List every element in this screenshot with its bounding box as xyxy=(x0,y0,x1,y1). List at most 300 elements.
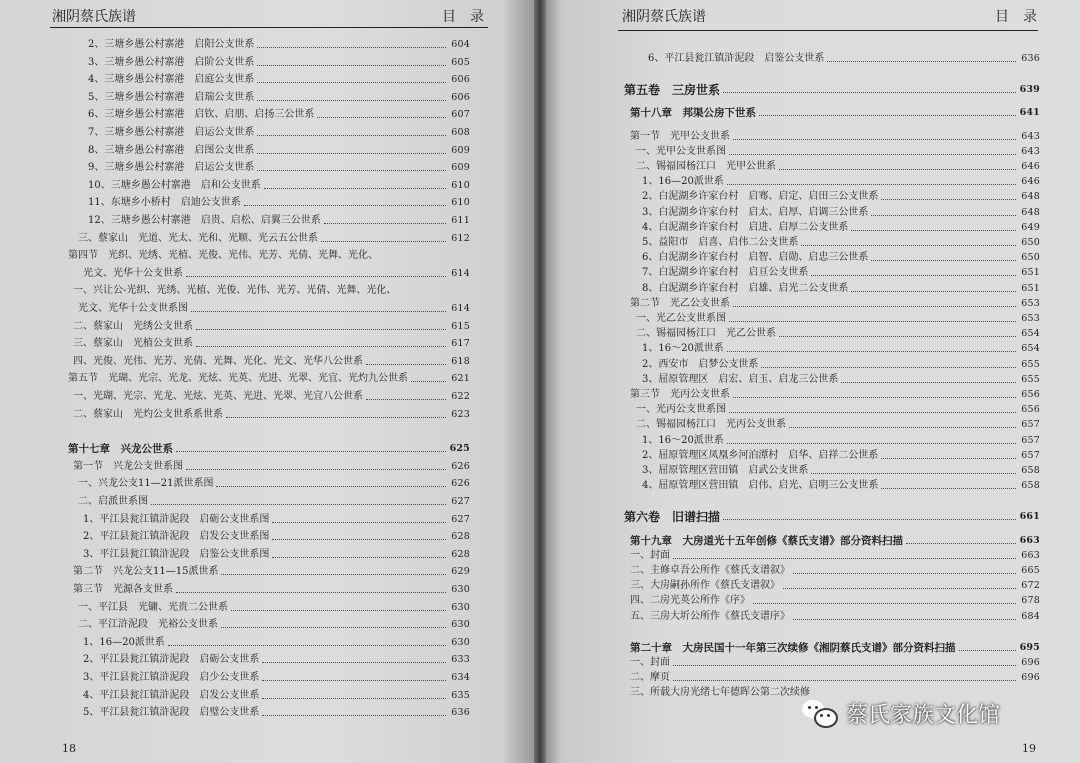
toc-entry xyxy=(68,371,470,387)
toc-entry xyxy=(83,266,470,282)
toc-entry-title: 一、光甲公支世系图 xyxy=(636,145,726,157)
toc-leader-dots xyxy=(871,260,1016,261)
toc-entry-page: 696 xyxy=(1021,657,1040,668)
toc-entry xyxy=(83,652,470,668)
toc-entry-title: 第一节 兴龙公支世系图 xyxy=(73,460,183,472)
toc-entry-page: 623 xyxy=(451,408,470,420)
toc-entry-title: 二、锡福园杨江口 光甲公世系 xyxy=(636,161,776,172)
toc-entry-page: 628 xyxy=(451,548,470,560)
toc-entry-title: 三、大房嗣孙所作《蔡氏支谱叙》 xyxy=(630,580,780,592)
toc-entry-title: 6、平江县瓮江镇浒泥段 启鉴公支世系 xyxy=(648,53,825,64)
toc-entry-page: 654 xyxy=(1021,343,1040,355)
right-header-rule xyxy=(618,30,1038,31)
toc-entry-page: 654 xyxy=(1021,328,1040,340)
toc-entry xyxy=(642,220,1040,236)
toc-entry-page: 657 xyxy=(1021,449,1040,461)
toc-entry-page: 630 xyxy=(451,636,470,648)
toc-entry xyxy=(88,160,470,176)
toc-entry-page: 607 xyxy=(451,109,470,121)
toc-entry xyxy=(642,265,1040,281)
toc-entry-page: 646 xyxy=(1021,161,1040,172)
right-page xyxy=(540,0,1080,763)
toc-entry xyxy=(642,433,1040,449)
toc-entry xyxy=(78,494,470,510)
toc-entry-page: 695 xyxy=(1019,641,1040,653)
toc-leader-dots xyxy=(761,367,1016,368)
toc-entry xyxy=(78,617,470,633)
toc-entry-page: 614 xyxy=(451,267,470,279)
toc-entry xyxy=(630,105,1040,121)
toc-leader-dots xyxy=(733,139,1016,140)
toc-entry-title: 五、三房大圻公所作《蔡氏支谱序》 xyxy=(630,610,790,622)
toc-entry xyxy=(630,578,1040,594)
toc-entry-page: 643 xyxy=(1021,130,1040,142)
toc-entry xyxy=(648,51,1040,67)
toc-leader-dots xyxy=(723,92,1016,93)
toc-entry-title: 一、平江县 光镛、光贵二公世系 xyxy=(78,601,228,613)
toc-entry-title: 一、光瑚、光宗、光龙、光炫、光英、光进、光翠、光宜八公世系 xyxy=(73,391,363,402)
toc-leader-dots xyxy=(196,346,446,347)
toc-entry-page: 661 xyxy=(1019,511,1040,523)
toc-entry xyxy=(636,311,1040,327)
toc-entry-page: 626 xyxy=(451,478,470,490)
toc-entry-title: 1、平江县瓮江镇浒泥段 启砺公支世系图 xyxy=(83,513,270,525)
left-page-number: 18 xyxy=(62,742,76,755)
toc-entry-title: 2、三塘乡愚公村寨港 启阳公支世系 xyxy=(88,39,255,50)
toc-entry xyxy=(636,402,1040,418)
toc-entry-page: 658 xyxy=(1021,480,1040,492)
toc-entry-page: 648 xyxy=(1021,191,1040,203)
toc-entry xyxy=(642,174,1040,190)
toc-entry-title: 一、兴龙公支11—21派世系图 xyxy=(78,478,214,490)
toc-entry xyxy=(88,55,470,71)
toc-entry-title: 11、东塘乡小桥村 启迪公支世系 xyxy=(88,197,241,209)
toc-entry-page: 663 xyxy=(1019,534,1040,546)
toc-entry xyxy=(73,564,470,580)
toc-entry xyxy=(630,655,1040,671)
toc-leader-dots xyxy=(168,645,446,646)
toc-entry-title: 第二十章 大房民国十一年第三次续修《湘阴蔡氏支谱》部分资料扫描 xyxy=(630,641,956,654)
toc-entry-title: 第三节 光丙公支世系 xyxy=(630,389,730,400)
toc-leader-dots xyxy=(324,223,446,224)
toc-leader-dots xyxy=(366,399,446,400)
toc-entry xyxy=(83,635,470,651)
toc-entry-page: 609 xyxy=(451,144,470,156)
toc-leader-dots xyxy=(231,610,446,611)
toc-entry xyxy=(630,640,1040,656)
toc-entry-title: 2、平江县瓮江镇浒泥段 启发公支世系图 xyxy=(83,531,270,543)
toc-leader-dots xyxy=(411,381,446,382)
toc-entry xyxy=(68,441,470,457)
toc-entry-title: 二、蔡家山 光绣公支世系 xyxy=(73,320,193,332)
toc-entry-title: 一、封面 xyxy=(630,657,670,668)
toc-entry-title: 5、三塘乡愚公村寨港 启瑞公支世系 xyxy=(88,91,255,103)
toc-entry xyxy=(630,129,1040,145)
toc-entry-page: 630 xyxy=(451,601,470,613)
toc-leader-dots xyxy=(262,715,446,716)
left-header-title: 湘阴蔡氏族谱 xyxy=(52,9,136,25)
toc-entry-page: 610 xyxy=(451,179,470,191)
toc-entry xyxy=(88,195,470,211)
toc-entry-title: 3、三塘乡愚公村寨港 启阶公支世系 xyxy=(88,56,255,68)
toc-entry-page: 663 xyxy=(1021,549,1040,561)
toc-entry xyxy=(73,582,470,598)
toc-entry-title: 第五卷 三房世系 xyxy=(624,83,721,98)
toc-leader-dots xyxy=(871,215,1016,216)
toc-entry-page: 621 xyxy=(451,373,470,385)
toc-entry-title: 5、平江县瓮江镇浒泥段 启璧公支世系 xyxy=(83,707,260,719)
toc-entry-page: 636 xyxy=(451,707,470,719)
toc-leader-dots xyxy=(272,557,446,558)
toc-entry-title: 第二节 光乙公支世系 xyxy=(630,297,730,309)
toc-entry-title: 2、平江县瓮江镇浒泥段 启砺公支世系 xyxy=(83,654,260,666)
toc-entry-page: 626 xyxy=(451,460,470,472)
toc-entry xyxy=(630,563,1040,579)
toc-entry xyxy=(78,231,470,247)
toc-entry-page: 643 xyxy=(1021,145,1040,157)
book-spine xyxy=(534,0,546,763)
toc-leader-dots xyxy=(257,47,446,48)
toc-entry-page: 636 xyxy=(1021,53,1040,64)
toc-entry xyxy=(73,319,470,335)
toc-entry-title: 12、三塘乡愚公村寨港 启贵、启松、启翼三公世系 xyxy=(88,215,321,226)
toc-entry-title: 4、屈原管理区营田镇 启伟、启光、启明三公支世系 xyxy=(642,480,879,492)
toc-leader-dots xyxy=(881,199,1016,200)
toc-entry-page: 634 xyxy=(451,672,470,683)
toc-entry xyxy=(73,407,470,423)
toc-entry xyxy=(83,688,470,704)
toc-entry xyxy=(642,448,1040,464)
toc-entry xyxy=(68,248,470,264)
toc-leader-dots xyxy=(881,458,1016,459)
toc-entry-page: 606 xyxy=(451,91,470,103)
toc-entry-title: 6、三塘乡愚公村寨港 启钦、启朋、启扬三公世系 xyxy=(88,109,315,121)
toc-entry xyxy=(78,476,470,492)
toc-entry-title: 一、光乙公支世系图 xyxy=(636,313,726,324)
toc-leader-dots xyxy=(811,275,1016,276)
toc-entry-title: 10、三塘乡愚公村寨港 启和公支世系 xyxy=(88,179,261,191)
toc-entry xyxy=(78,600,470,616)
toc-entry xyxy=(83,529,470,545)
toc-leader-dots xyxy=(793,573,1016,574)
toc-entry xyxy=(630,387,1040,403)
toc-entry-page: 655 xyxy=(1021,373,1040,385)
toc-entry-title: 三、蔡家山 光植公支世系 xyxy=(73,338,193,350)
toc-entry-title: 3、屈原管理区营田镇 启武公支世系 xyxy=(642,465,809,476)
toc-entry xyxy=(642,372,1040,388)
toc-leader-dots xyxy=(321,241,446,242)
toc-entry-title: 9、三塘乡愚公村寨港 启运公支世系 xyxy=(88,162,255,174)
toc-leader-dots xyxy=(783,588,1016,589)
toc-entry-title: 第五节 光瑚、光宗、光龙、光炫、光英、光进、光翠、光宜、光灼九公世系 xyxy=(68,373,408,385)
watermark-text: 蔡氏家族文化馆 xyxy=(846,702,1001,728)
toc-entry xyxy=(88,107,470,123)
toc-entry-page: 610 xyxy=(451,197,470,209)
toc-leader-dots xyxy=(244,205,446,206)
toc-leader-dots xyxy=(729,154,1016,155)
toc-leader-dots xyxy=(729,412,1016,413)
toc-entry-title: 4、白泥湖乡许家台村 启进、启厚二公支世系 xyxy=(642,221,849,233)
toc-leader-dots xyxy=(851,230,1016,231)
toc-leader-dots xyxy=(801,245,1016,246)
toc-entry-title: 1、16～20派世系 xyxy=(642,343,724,355)
toc-leader-dots xyxy=(673,558,1016,559)
toc-entry-title: 3、白泥湖乡许家台村 启太、启厚、启调三公世系 xyxy=(642,206,869,218)
toc-entry-page: 684 xyxy=(1021,610,1040,622)
toc-entry-title: 5、益阳市 启喜、启伟二公支世系 xyxy=(642,237,799,248)
toc-entry-page: 627 xyxy=(451,496,470,507)
toc-entry xyxy=(630,609,1040,625)
toc-leader-dots xyxy=(366,364,446,365)
toc-leader-dots xyxy=(779,169,1016,170)
toc-entry-title: 二、蔡家山 光灼公支世系系世系 xyxy=(73,408,223,420)
toc-entry xyxy=(73,283,470,299)
toc-entry-page: 650 xyxy=(1021,237,1040,248)
toc-entry-page: 605 xyxy=(451,56,470,68)
toc-entry-title: 4、平江县瓮江镇浒泥段 启发公支世系 xyxy=(83,689,260,701)
toc-leader-dots xyxy=(257,82,446,83)
toc-entry-page: 651 xyxy=(1021,267,1040,279)
toc-leader-dots xyxy=(257,100,446,101)
toc-entry-title: 四、光俊、光伟、光芳、光倩、光舞、光化、光文、光华八公世系 xyxy=(73,355,363,367)
toc-entry xyxy=(88,143,470,159)
toc-leader-dots xyxy=(176,592,446,593)
toc-entry xyxy=(642,205,1040,221)
toc-entry-title: 2、屈原管理区凤凰乡河泊潭村 启华、启祥二公世系 xyxy=(642,449,879,461)
right-page-number: 19 xyxy=(1022,742,1036,755)
toc-entry-title: 光文、光华十公支世系图 xyxy=(78,303,188,314)
toc-entry xyxy=(636,159,1040,175)
toc-entry-title: 4、三塘乡愚公村寨港 启庭公支世系 xyxy=(88,74,255,86)
wechat-icon xyxy=(800,697,840,729)
toc-entry-title: 二、锡福园杨江口 光丙公支世系 xyxy=(636,419,786,431)
toc-entry-page: 618 xyxy=(451,355,470,367)
toc-leader-dots xyxy=(789,427,1016,428)
toc-leader-dots xyxy=(727,443,1016,444)
toc-leader-dots xyxy=(257,170,446,171)
toc-leader-dots xyxy=(264,188,446,189)
toc-entry xyxy=(630,670,1040,686)
toc-leader-dots xyxy=(176,451,446,452)
toc-entry xyxy=(642,463,1040,479)
toc-entry-page: 641 xyxy=(1019,107,1040,119)
toc-entry-page: 629 xyxy=(451,566,470,578)
toc-entry xyxy=(78,301,470,317)
toc-entry xyxy=(88,178,470,194)
toc-entry xyxy=(83,705,470,721)
toc-entry-page: 655 xyxy=(1021,358,1040,370)
right-header-title: 湘阴蔡氏族谱 xyxy=(622,9,706,25)
toc-entry-title: 光文、光华十公支世系 xyxy=(83,267,183,279)
toc-entry xyxy=(630,593,1040,609)
toc-entry-page: 656 xyxy=(1021,404,1040,416)
toc-entry xyxy=(642,478,1040,494)
toc-entry xyxy=(642,341,1040,357)
toc-entry-page: 639 xyxy=(1019,84,1040,96)
toc-entry-title: 8、三塘乡愚公村寨港 启图公支世系 xyxy=(88,144,255,156)
toc-entry-title: 二、启派世系图 xyxy=(78,496,148,507)
toc-leader-dots xyxy=(851,291,1016,292)
toc-entry-page: 622 xyxy=(451,391,470,402)
toc-entry-page: 628 xyxy=(451,531,470,543)
toc-leader-dots xyxy=(881,488,1016,489)
toc-leader-dots xyxy=(673,665,1016,666)
toc-entry-title: 1、16—20派世系 xyxy=(83,636,165,648)
toc-entry xyxy=(88,90,470,106)
toc-entry xyxy=(73,336,470,352)
toc-leader-dots xyxy=(221,627,446,628)
toc-leader-dots xyxy=(186,276,446,277)
toc-entry-page: 609 xyxy=(451,162,470,174)
watermark xyxy=(800,695,1000,731)
toc-entry-page: 665 xyxy=(1021,565,1040,576)
toc-entry-page: 627 xyxy=(451,513,470,525)
toc-entry-title: 一、封面 xyxy=(630,549,670,561)
toc-entry-page: 650 xyxy=(1021,252,1040,264)
toc-entry-title: 四、二房光英公所作《序》 xyxy=(630,595,750,607)
toc-entry-page: 646 xyxy=(1021,176,1040,188)
toc-entry-title: 2、西安市 启梦公支世系 xyxy=(642,358,759,370)
toc-leader-dots xyxy=(262,662,446,663)
toc-entry-title: 第二节 兴龙公支11—15派世系 xyxy=(73,566,219,578)
toc-leader-dots xyxy=(733,397,1016,398)
toc-entry-page: 653 xyxy=(1021,297,1040,309)
toc-entry-page: 656 xyxy=(1021,389,1040,400)
toc-leader-dots xyxy=(151,504,446,505)
toc-entry-page: 649 xyxy=(1021,221,1040,233)
toc-leader-dots xyxy=(272,539,446,540)
toc-entry-page: 657 xyxy=(1021,434,1040,446)
toc-entry-page: 611 xyxy=(451,215,470,226)
toc-entry-title: 3、平江县瓮江镇浒泥段 启少公支世系 xyxy=(83,672,260,683)
toc-leader-dots xyxy=(191,311,446,312)
toc-entry-title: 3、平江县瓮江镇浒泥段 启鉴公支世系图 xyxy=(83,548,270,560)
toc-leader-dots xyxy=(673,680,1016,681)
toc-entry-title: 第三节 光源各支世系 xyxy=(73,584,173,595)
toc-leader-dots xyxy=(779,336,1016,337)
toc-entry-title: 第六卷 旧谱扫描 xyxy=(624,510,721,525)
toc-entry-title: 第十七章 兴龙公世系 xyxy=(68,443,173,456)
toc-entry xyxy=(88,72,470,88)
toc-entry-page: 672 xyxy=(1021,580,1040,592)
toc-entry xyxy=(83,670,470,686)
toc-entry-title: 7、白泥湖乡许家台村 启亘公支世系 xyxy=(642,267,809,279)
toc-entry xyxy=(624,82,1040,98)
toc-entry xyxy=(83,547,470,563)
toc-leader-dots xyxy=(216,486,446,487)
toc-entry-page: 625 xyxy=(449,443,470,455)
toc-entry-title: 第十八章 邦渠公房下世系 xyxy=(630,107,756,120)
toc-entry-page: 653 xyxy=(1021,313,1040,324)
toc-entry xyxy=(636,417,1040,433)
toc-leader-dots xyxy=(753,603,1016,604)
toc-entry-page: 633 xyxy=(451,654,470,666)
toc-entry-title: 二、平江浒泥段 光裕公支世系 xyxy=(78,619,218,631)
toc-entry-page: 696 xyxy=(1021,672,1040,684)
toc-entry-page: 608 xyxy=(451,127,470,138)
toc-entry-title: 1、16～20派世系 xyxy=(642,434,724,446)
toc-entry-page: 614 xyxy=(451,303,470,314)
toc-entry xyxy=(636,144,1040,160)
toc-leader-dots xyxy=(186,469,446,470)
toc-entry-page: 615 xyxy=(451,320,470,332)
toc-entry xyxy=(73,459,470,475)
toc-entry-title: 8、白泥湖乡许家台村 启雄、启光二公支世系 xyxy=(642,282,849,294)
toc-leader-dots xyxy=(262,698,446,699)
toc-leader-dots xyxy=(841,382,1016,383)
toc-entry-page: 657 xyxy=(1021,419,1040,431)
toc-entry xyxy=(73,389,470,405)
toc-entry-title: 7、三塘乡愚公村寨港 启运公支世系 xyxy=(88,127,255,138)
toc-entry-title: 二、锡福园杨江口 光乙公世系 xyxy=(636,328,776,340)
toc-leader-dots xyxy=(317,117,446,118)
toc-entry-page: 606 xyxy=(451,74,470,86)
toc-entry-title: 三、蔡家山 光道、光太、光和、光顺、光云五公世系 xyxy=(78,232,318,244)
left-header-rule xyxy=(50,27,488,28)
toc-entry-title: 第一节 光甲公支世系 xyxy=(630,130,730,142)
toc-entry xyxy=(88,213,470,229)
toc-entry-title: 1、16—20派世系 xyxy=(642,176,724,188)
toc-leader-dots xyxy=(727,184,1016,185)
toc-entry xyxy=(73,354,470,370)
toc-entry-title: 第四节 光织、光绣、光植、光俊、光伟、光芳、光倩、光舞、光化、 xyxy=(68,250,378,262)
toc-entry-page: 651 xyxy=(1021,282,1040,294)
toc-leader-dots xyxy=(906,543,1016,544)
toc-leader-dots xyxy=(196,329,446,330)
toc-entry-page: 658 xyxy=(1021,465,1040,476)
toc-entry-page: 604 xyxy=(451,39,470,50)
toc-leader-dots xyxy=(727,351,1016,352)
toc-leader-dots xyxy=(759,115,1016,116)
toc-entry-page: 635 xyxy=(451,689,470,701)
toc-entry-title: 3、屈原管理区 启宏、启玉、启龙三公世系 xyxy=(642,373,839,385)
toc-entry-title: 二、摩页 xyxy=(630,672,670,684)
toc-entry-page: 678 xyxy=(1021,595,1040,607)
right-header-section: 目 录 xyxy=(995,9,1037,25)
toc-leader-dots xyxy=(257,65,446,66)
toc-leader-dots xyxy=(257,153,446,154)
toc-leader-dots xyxy=(257,135,446,136)
toc-leader-dots xyxy=(959,650,1017,651)
toc-leader-dots xyxy=(262,680,446,681)
toc-leader-dots xyxy=(827,61,1016,62)
toc-leader-dots xyxy=(729,321,1016,322)
toc-entry xyxy=(630,296,1040,312)
toc-leader-dots xyxy=(723,519,1016,520)
toc-entry xyxy=(636,326,1040,342)
toc-entry-page: 630 xyxy=(451,584,470,595)
toc-entry-title: 第十九章 大房道光十五年创修《蔡氏支谱》部分资料扫描 xyxy=(630,534,903,547)
toc-entry-title: 二、主修卓吾公所作《蔡氏支谱叙》 xyxy=(630,565,790,576)
toc-entry xyxy=(642,250,1040,266)
toc-entry-title: 2、白泥湖乡许家台村 启骞、启定、启田三公支世系 xyxy=(642,191,879,203)
toc-entry-page: 612 xyxy=(451,232,470,244)
toc-leader-dots xyxy=(733,306,1016,307)
toc-entry-page: 617 xyxy=(451,338,470,350)
toc-entry xyxy=(642,281,1040,297)
toc-leader-dots xyxy=(811,473,1016,474)
toc-leader-dots xyxy=(793,619,1016,620)
toc-entry-title: 一、光丙公支世系图 xyxy=(636,404,726,416)
toc-entry-page: 648 xyxy=(1021,206,1040,218)
toc-entry xyxy=(630,533,1040,549)
toc-entry-title: 三、所载大房光绪七年德晖公第二次续修 xyxy=(630,687,810,699)
toc-entry-title: 一、兴让公-光织、光绣、光植、光俊、光伟、光芳、光倩、光舞、光化、 xyxy=(73,285,397,297)
toc-entry xyxy=(642,189,1040,205)
toc-entry xyxy=(624,509,1040,525)
toc-entry xyxy=(83,512,470,528)
toc-leader-dots xyxy=(221,574,446,575)
